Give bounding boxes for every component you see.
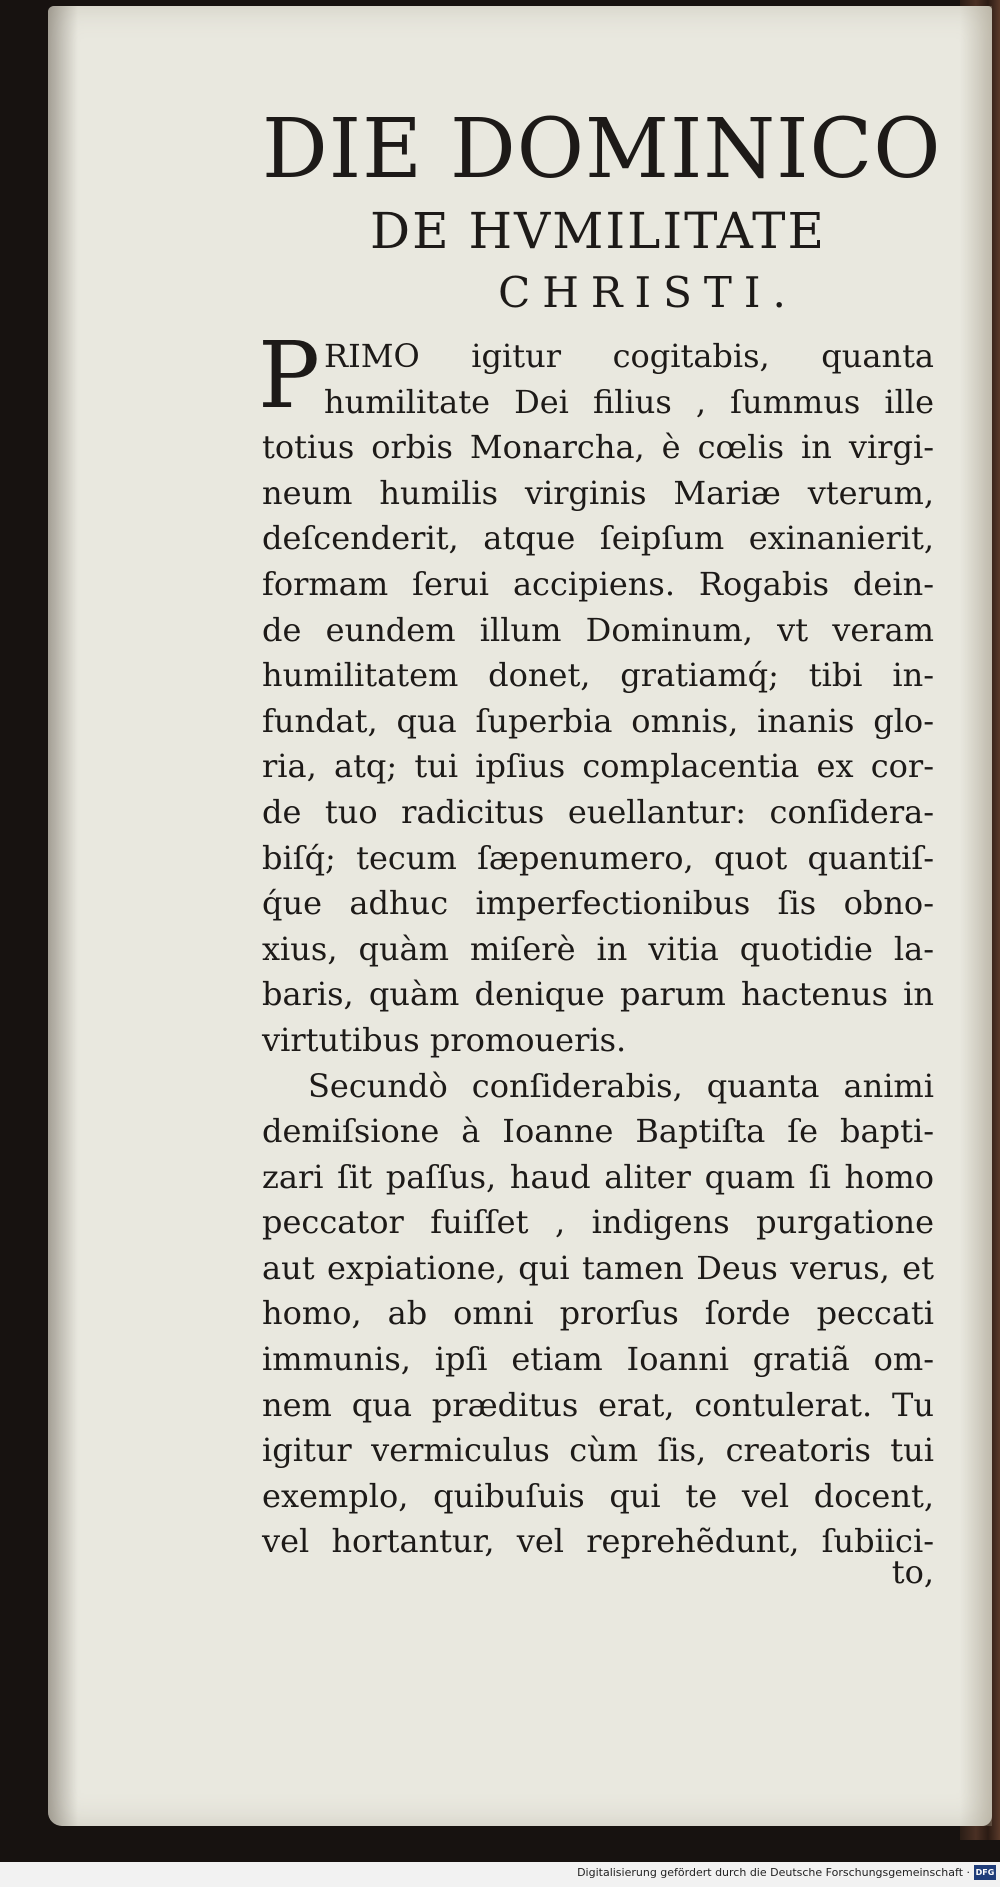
text-line (262, 1337, 934, 1383)
text-line-content: exemplo, quibuſuis qui te vel docent, (262, 1476, 934, 1515)
text-line (262, 653, 934, 699)
heading-line-3: CHRISTI. (498, 268, 798, 317)
paragraph-2 (262, 1064, 934, 1566)
text-line (262, 699, 934, 745)
text-line (262, 1246, 934, 1292)
text-line (262, 562, 934, 608)
text-line-content: demiſsione à Ioanne Baptiſta ſe bapti- (262, 1112, 934, 1151)
text-line-content: biſq́; tecum ſæpenumero, quot quantiſ- (262, 838, 934, 877)
text-line-content: xius, quàm miſerè in vitia quotidie la- (262, 929, 934, 968)
text-line (262, 1428, 934, 1474)
text-line-content: Secundò conſiderabis, quanta animi (308, 1066, 934, 1105)
page-gutter-shadow (48, 6, 78, 1826)
text-line-content: de eundem illum Dominum, vt veram (262, 610, 934, 649)
paragraph-1 (258, 322, 934, 1064)
text-line-content: RIMO igitur cogitabis, quanta (324, 337, 934, 375)
drop-cap: P (258, 322, 320, 429)
text-line (262, 1155, 934, 1201)
text-line (262, 1383, 934, 1429)
text-line (262, 790, 934, 836)
text-line-content: immunis, ipſi etiam Ioanni gratiã om- (262, 1340, 934, 1379)
text-line (262, 608, 934, 654)
text-line-content: formam ſerui accipiens. Rogabis dein- (262, 564, 934, 603)
text-line-content: zari ſit paſſus, haud aliter quam ſi homo (262, 1157, 934, 1196)
text-line (262, 881, 934, 927)
text-line-content: aut expiatione, qui tamen Deus verus, et (262, 1248, 934, 1287)
footer-credit: Digitalisierung gefördert durch die Deutsche Forschungsgemeinschaft · (577, 1866, 970, 1879)
text-line-content: igitur vermiculus cùm ſis, creatoris tui (262, 1431, 934, 1470)
text-line-content: q́ue adhuc imperfectionibus ſis obno- (262, 884, 934, 923)
dfg-logo: DFG (974, 1865, 996, 1880)
text-line (262, 927, 934, 973)
heading-line-1: DIE DOMINICO (262, 102, 942, 197)
page-edge-shade (960, 6, 992, 1826)
text-line (262, 836, 934, 882)
text-line-content: ria, atq; tui ipſius complacentia ex cor- (262, 747, 934, 786)
text-line (262, 744, 934, 790)
text-line (262, 1018, 934, 1064)
text-line (262, 1109, 934, 1155)
text-line-content: humilitatem donet, gratiamq́; tibi in- (262, 656, 934, 695)
text-line (262, 1291, 934, 1337)
text-line-content: baris, quàm denique parum hactenus in (262, 975, 934, 1014)
text-line-content: homo, ab omni prorſus ſorde peccati (262, 1294, 934, 1333)
text-line-content: de tuo radicitus euellantur: conſidera- (262, 792, 934, 831)
heading-line-2: DE HVMILITATE (370, 202, 826, 260)
text-line (262, 972, 934, 1018)
text-line-content: vel hortantur, vel reprehẽdunt, ſubiici- (262, 1522, 934, 1561)
text-line-content: neum humilis virginis Mariæ vterum, (262, 473, 934, 512)
text-line (262, 471, 934, 517)
text-line (262, 1474, 934, 1520)
text-line-content: humilitate Dei filius , ſummus ille (324, 382, 934, 421)
text-line-content: deſcenderit, atque ſeipſum exinanierit, (262, 519, 934, 558)
page-text (258, 100, 942, 1591)
text-line-content: peccator fuiſſet , indigens purgatione (262, 1203, 934, 1242)
text-line-content: totius orbis Monarcha, è cœlis in virgi- (262, 428, 934, 467)
text-line (262, 1064, 934, 1110)
catchword: to, (891, 1553, 934, 1591)
text-line-content: fundat, qua ſuperbia omnis, inanis glo- (262, 701, 934, 740)
text-line (262, 1200, 934, 1246)
text-line-content: virtutibus promoueris. (262, 1020, 627, 1059)
text-line (262, 425, 934, 471)
text-line (262, 380, 934, 426)
text-line (262, 1519, 934, 1565)
text-line (262, 516, 934, 562)
text-line-content: nem qua præditus erat, contulerat. Tu (262, 1385, 934, 1424)
